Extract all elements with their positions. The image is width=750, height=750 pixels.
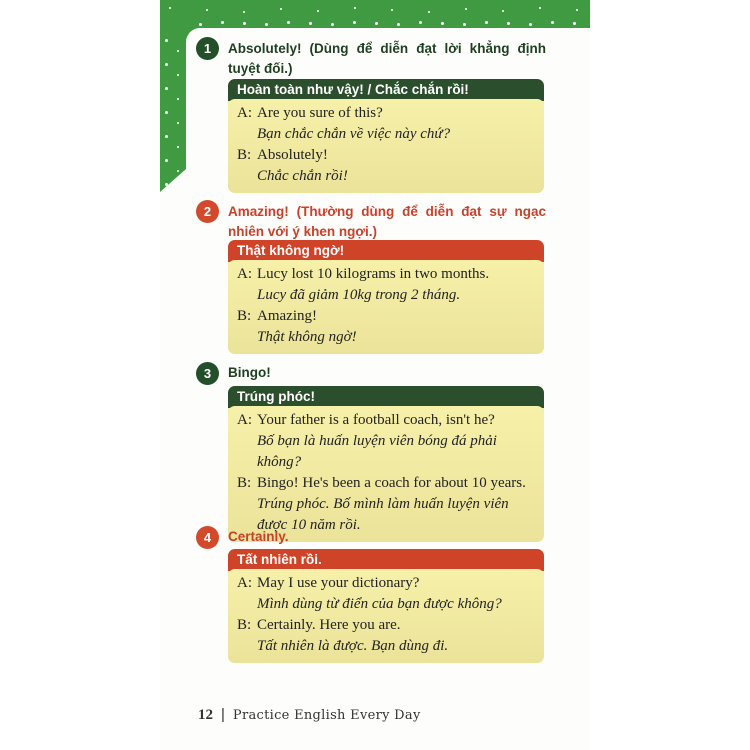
speaker-label: A: [237,105,252,121]
english-line: Absolutely! [257,147,328,163]
vietnamese-line: Mình dùng từ điển của bạn được không? [257,596,502,612]
decorative-dot [169,7,171,9]
decorative-dot [441,22,444,25]
speaker-label: B: [237,308,252,324]
decorative-dot [165,63,168,66]
vietnamese-line: Lucy đã giảm 10kg trong 2 tháng. [257,287,461,303]
dialogue-box [228,386,544,542]
book-title: Practice English Every Day [232,708,421,723]
english-line: Amazing! [257,308,317,324]
decorative-dot [391,9,393,11]
section-number-badge: 3 [196,362,219,385]
section-title: Certainly. [228,529,289,544]
decorative-dot [463,23,466,26]
dialogue-box [228,79,544,193]
decorative-dot [502,10,504,12]
speaker-label: A: [237,266,252,282]
dialogue-box [228,549,544,663]
section-title: Amazing! (Thường dùng để diễn đạt sự ngạc nhiên với ý khen ngợi.) [228,204,546,239]
english-line: Are you sure of this? [257,105,383,121]
dialogue-body [228,406,544,542]
decorative-dot [331,23,334,26]
decorative-dot [177,194,179,196]
decorative-dot [576,9,578,11]
decorative-dot [551,21,554,24]
english-line: May I use your dictionary? [257,575,420,591]
vietnamese-line: Trúng phóc. Bố mình làm huấn luyện viên được 10 năm rồi. [257,496,509,533]
decorative-dot [428,11,430,13]
decorative-dot [177,146,179,148]
speaker-label: A: [237,412,252,428]
page-footer [198,706,421,724]
dialogue-header: Tất nhiên rồi. [228,549,544,571]
decorative-dot [397,23,400,26]
speaker-label: B: [237,147,252,163]
speaker-label: A: [237,575,252,591]
english-line: Lucy lost 10 kilograms in two months. [257,266,490,282]
decorative-dot [243,22,246,25]
footer-separator: | [221,706,225,723]
vietnamese-line: Thật không ngờ! [257,329,357,345]
section-title: Absolutely! (Dùng để diễn đạt lời khẳng định tuyệt đối.) [228,41,546,76]
decorative-green-strip [160,0,186,192]
decorative-dot [485,21,488,24]
dialogue-header: Hoàn toàn như vậy! / Chắc chắn rồi! [228,79,544,101]
vietnamese-line: Chắc chắn rồi! [257,168,348,184]
dialogue-header: Trúng phóc! [228,386,544,408]
decorative-dot [317,10,319,12]
page-number: 12 [198,707,213,723]
section-number-badge: 2 [196,200,219,223]
decorative-dot [265,23,268,26]
decorative-dot [165,159,168,162]
decorative-dot [177,122,179,124]
decorative-dot [221,21,224,24]
speaker-label: B: [237,475,252,491]
decorative-dot [165,135,168,138]
decorative-dot [177,50,179,52]
decorative-dot [177,98,179,100]
decorative-dot [353,21,356,24]
section-number-badge: 1 [196,37,219,60]
decorative-dot [375,22,378,25]
decorative-dot [199,23,202,26]
vietnamese-line: Tất nhiên là được. Bạn dùng đi. [257,638,449,654]
decorative-dot [354,7,356,9]
decorative-dot [280,8,282,10]
decorative-dot [507,22,510,25]
decorative-dot [465,8,467,10]
speaker-label: B: [237,617,252,633]
english-line: Your father is a football coach, isn't he? [257,412,495,428]
decorative-dot [529,23,532,26]
dialogue-body [228,260,544,354]
decorative-dot [419,21,422,24]
decorative-dot [177,170,179,172]
dialogue-box [228,240,544,354]
decorative-dot [177,74,179,76]
section-title: Bingo! [228,365,271,380]
decorative-dot [309,22,312,25]
vietnamese-line: Bố bạn là huấn luyện viên bóng đá phải không? [257,433,497,470]
decorative-dot [573,22,576,25]
dialogue-body [228,99,544,193]
decorative-dot [165,39,168,42]
decorative-dot [539,7,541,9]
decorative-dot [287,21,290,24]
section-number-badge: 4 [196,526,219,549]
decorative-dot [243,11,245,13]
decorative-dot [206,9,208,11]
decorative-dot [165,183,168,186]
decorative-dot [165,87,168,90]
english-line: Certainly. Here you are. [257,617,401,633]
dialogue-header: Thật không ngờ! [228,240,544,262]
dialogue-body [228,569,544,663]
decorative-dot [165,111,168,114]
vietnamese-line: Bạn chắc chắn về việc này chứ? [257,126,451,142]
english-line: Bingo! He's been a coach for about 10 years. [257,475,526,491]
